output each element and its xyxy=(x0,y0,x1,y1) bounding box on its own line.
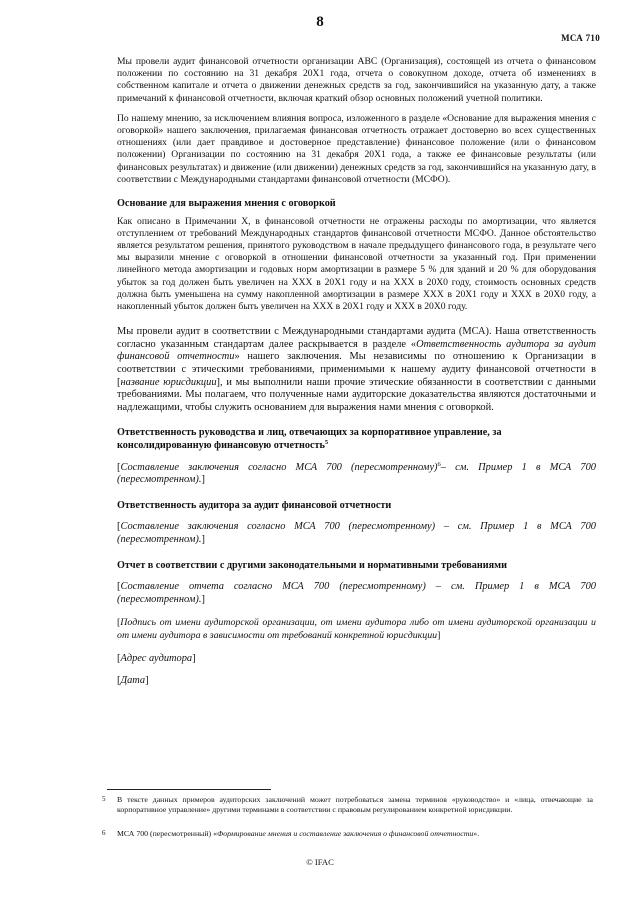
text-run-italic: Адрес аудитора xyxy=(120,652,193,664)
paragraph-legal-placeholder xyxy=(117,581,596,606)
footnote-marker: 5 xyxy=(102,795,106,803)
bracket: [ xyxy=(117,521,121,533)
text-run-italic: Составление отчета согласно МСА 700 (пересмотренному) – см. Пример 1 в МСА 700 (пересмотренном). xyxy=(117,581,596,605)
footnote-text: В тексте данных примеров аудиторских заключений может потребоваться замена терминов «руководство» и «лица, отвечающие за корпоративное управление» другими терминами в соответствии с правовым регулированием конкретной юрисдикции. xyxy=(117,795,593,815)
copyright-footer: © IFAC xyxy=(306,857,334,867)
paragraph-address-placeholder xyxy=(117,653,596,666)
paragraph-basis-details: Как описано в Примечании X, в финансовой отчетности не отражены расходы по амортизации, что является отступлением от требований Международных стандартов финансовой отчетности МСФО. Данное обстоятельство является результатом решения, принятого руководством в начале предыдущего финансового года, в результате чего мы выразили мнение с оговоркой в отношении финансовой отчетности за указанный год. При применении линейного метода амортизации и годовых норм амортизации в размере 5 % для зданий и 20 % для оборудования убыток за год должен быть увеличен на XXX в 20X1 году и на XXX в 20X0 году, стоимость основных средств должна быть уменьшена на сумму накопленной амортизации в размере XXX в 20X1 году и XXX в 20X0 году, а накопленный убыток должен быть увеличен на XXX в 20X1 году и XXX в 20X0 году. xyxy=(117,215,596,313)
text-run-italic: – см. Пример 1 в МСА 700 (пересмотренном). xyxy=(117,461,596,486)
bracket: ] xyxy=(437,629,441,641)
footnote-5 xyxy=(102,795,593,816)
bracket: ] xyxy=(201,593,205,605)
heading-management-responsibility xyxy=(117,427,596,452)
footnote-text-italic: Формирование мнения и составление заключения о финансовой отчетности xyxy=(217,829,474,838)
bracket: [ xyxy=(117,461,121,473)
bracket: [ xyxy=(117,675,121,687)
paragraph-standards-independence xyxy=(117,326,596,414)
text-run: ], и мы выполнили наши прочие этические обязанности в соответствии с данными требованиями. Мы полагаем, что полученные нами аудиторские доказательства являются достаточными и надлежащими, чтобы служить основанием для выражения нами мнения с оговоркой. xyxy=(117,376,596,413)
heading-basis-for-qualified-opinion: Основание для выражения мнения с оговоркой xyxy=(117,198,336,210)
paragraph-date-placeholder xyxy=(117,675,596,688)
bracket: ] xyxy=(201,533,205,545)
text-run-italic: название юрисдикции xyxy=(120,376,217,388)
paragraph-qualified-opinion: По нашему мнению, за исключением влияния вопроса, изложенного в разделе «Основание для выражения мнения с оговоркой» нашего заключения, прилагаемая финансовая отчетность отражает достоверно во всех существенных отношениях (или дает правдивое и достоверное представление) финансовое положение (или о финансовом положении) Организации по состоянию на 31 декабря 20X1 года, а также ее финансовые результаты (или финансовых результатах) и движение (или движении) денежных средств за год, закончившийся на указанную дату, в соответствии с Международными стандартами финансовой отчетности (МСФО). xyxy=(117,112,596,185)
text-run: » нашего заключения. Мы независимы по отношению к Организации в соответствии с этическими требованиями, применимыми к нашему аудиту финансовой отчетности в [ xyxy=(117,351,596,388)
footnote-text: МСА 700 (пересмотренный) « xyxy=(117,829,218,838)
text-run-italic: Составление заключения согласно МСА 700 (пересмотренному) – см. Пример 1 в МСА 700 (пересмотренном). xyxy=(117,521,596,545)
bracket: ] xyxy=(201,474,205,486)
bracket: ] xyxy=(145,675,149,687)
heading-legal-requirements: Отчет в соответствии с другими законодательными и нормативными требованиями xyxy=(117,559,507,571)
footnote-ref: 6 xyxy=(437,460,441,468)
bracket: [ xyxy=(117,652,121,664)
footnote-ref: 5 xyxy=(324,439,329,446)
footnote-text: ». xyxy=(473,829,480,838)
text-run: Мы провели аудит в соответствии с Международными стандартами аудита (МСА). Наша ответственность согласно указанным стандартам далее раскрывается в разделе « xyxy=(117,326,596,350)
paragraph-signature-placeholder xyxy=(117,617,596,642)
text-run-italic: Составление заключения согласно МСА 700 (пересмотренному) xyxy=(120,461,438,473)
paragraph-audit-scope: Мы провели аудит финансовой отчетности организации АВС (Организация), состоящей из отчета о финансовом положении по состоянию на 31 декабря 20X1 года, отчета о совокупном доходе, отчета об изменениях в собственном капитале и отчета о движении денежных средств за год, закончившийся на указанную дату, а также примечаний к финансовой отчетности, включая краткий обзор основных положений учетной политики. xyxy=(117,56,596,104)
heading-auditor-responsibility: Ответственность аудитора за аудит финансовой отчетности xyxy=(117,499,392,511)
heading-text: Ответственность руководства и лиц, отвечающих за корпоративное управление, за консолидированную финансовую отчетность xyxy=(117,427,502,451)
bracket: [ xyxy=(117,617,121,629)
paragraph-management-placeholder xyxy=(117,462,596,487)
footnote-6 xyxy=(102,829,593,839)
bracket: [ xyxy=(117,581,121,593)
footnote-marker: 6 xyxy=(102,829,106,837)
footnote-divider xyxy=(107,789,271,790)
paragraph-auditor-placeholder xyxy=(117,521,596,546)
text-run-italic: Ответственность аудитора за аудит финансовой отчетности xyxy=(117,338,596,363)
text-run-italic: Дата xyxy=(120,675,146,687)
bracket: ] xyxy=(192,652,196,664)
report-body xyxy=(117,56,596,688)
text-run-italic: Подпись от имени аудиторской организации, от имени аудитора либо от имени аудиторской организации и от имени аудитора в зависимости от требований конкретной юрисдикции xyxy=(117,617,596,641)
standard-reference: МСА 710 xyxy=(561,33,600,43)
page-number: 8 xyxy=(316,14,324,30)
